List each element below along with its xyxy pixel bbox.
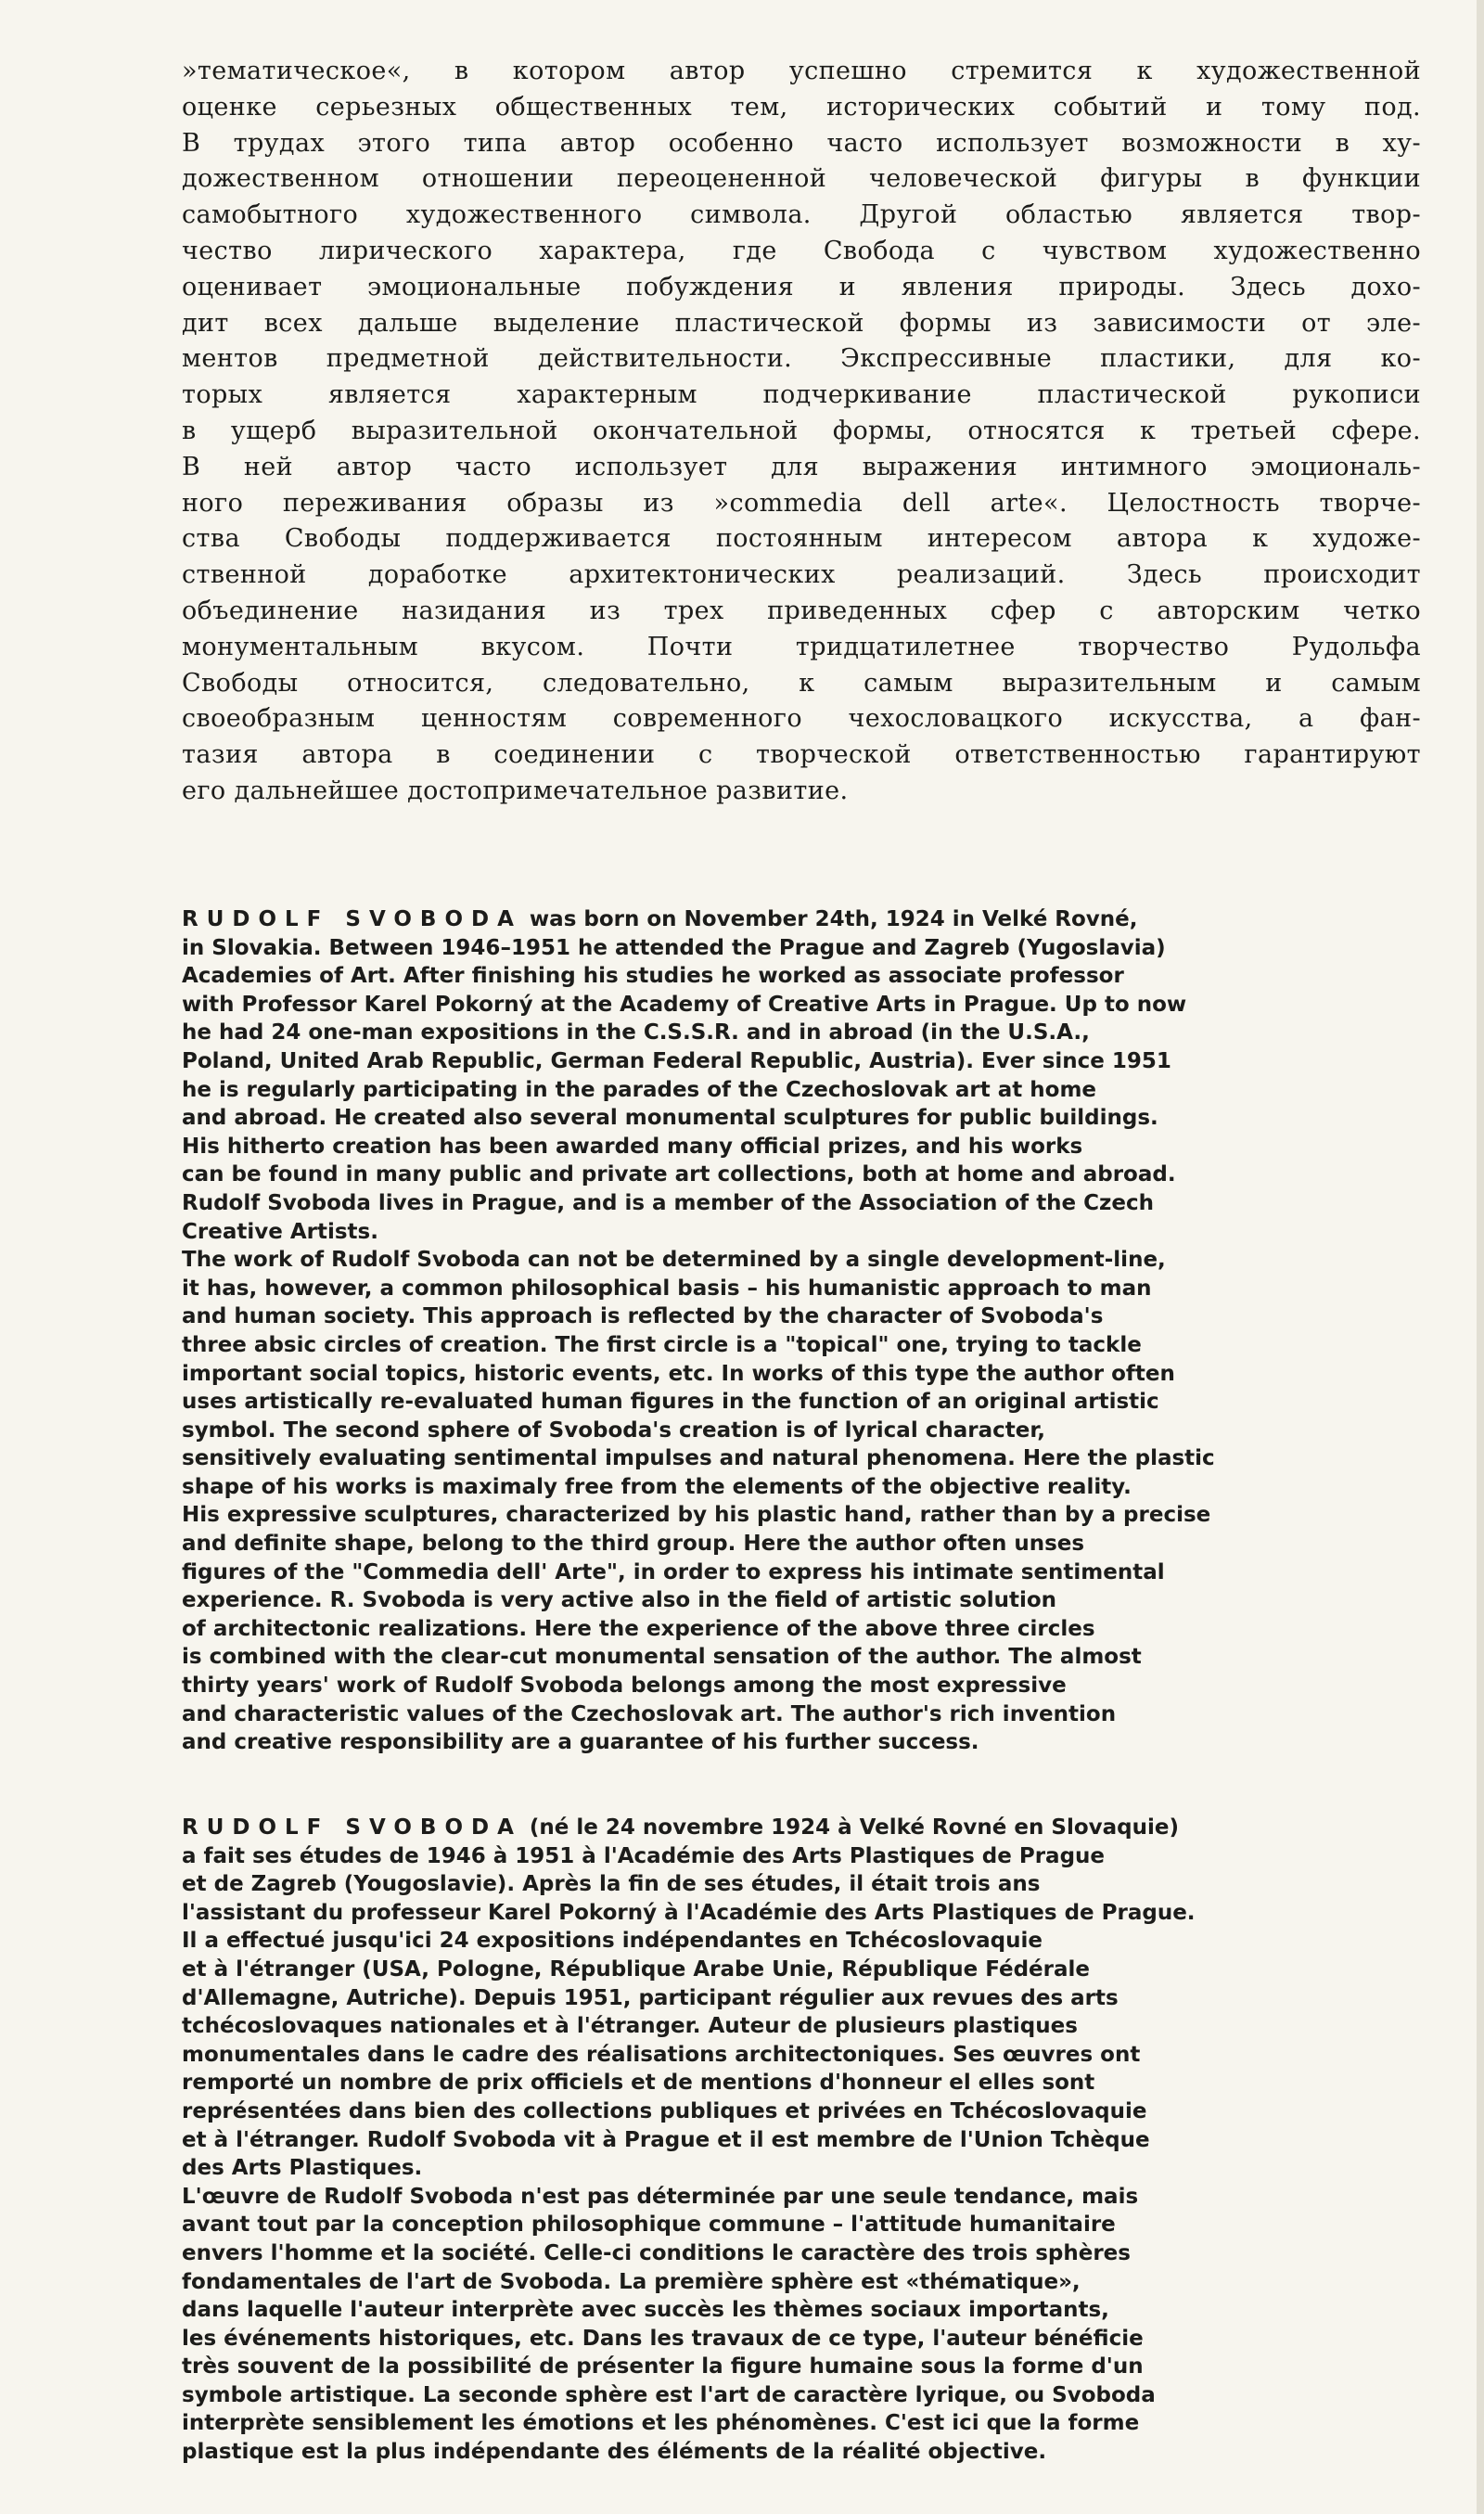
russian-text-block [182, 54, 1421, 810]
text-line: монументальным вкусом. Почти тридцатилетнее творчество Рудольфа [182, 632, 1421, 661]
text-line: he had 24 one-man expositions in the C.S.S.R. and in abroad (in the U.S.A., [182, 1020, 1090, 1045]
text-line: thirty years' work of Rudolf Svoboda belongs among the most expressive [182, 1674, 1067, 1699]
french-text-block [182, 1814, 1406, 2467]
text-line: ственной доработке архитектонических реализаций. Здесь происходит [182, 560, 1421, 590]
text-line: дожественном отношении переоцененной человеческой фигуры в функции [182, 164, 1421, 194]
text-line: Il a effectué jusqu'ici 24 expositions indépendantes en Tchécoslovaquie [182, 1929, 1043, 1954]
text-line: les événements historiques, etc. Dans les travaux de ce type, l'auteur bénéficie [182, 2326, 1144, 2351]
text-line: et à l'étranger. Rudolf Svoboda vit à Prague et il est membre de l'Union Tchèque [182, 2127, 1150, 2152]
text-line: его дальнейшее достопримечательное развитие. [182, 776, 849, 805]
text-line: figures of the "Commedia dell' Arte", in order to express his intimate sentimental [182, 1559, 1165, 1584]
text-line: Academies of Art. After finishing his studies he worked as associate professor [182, 964, 1124, 989]
text-line: Rudolf Svoboda lives in Prague, and is a member of the Association of the Czech [182, 1190, 1155, 1215]
text-line: symbole artistique. La seconde sphère est l'art de caractère lyrique, ou Svoboda [182, 2382, 1156, 2407]
text-line: of architectonic realizations. Here the experience of the above three circles [182, 1616, 1095, 1641]
text-line: »тематическое«, в котором автор успешно стремится к художественной [182, 57, 1421, 85]
text-line: tchécoslovaques nationales et à l'étranger. Auteur de plusieurs plastiques [182, 2014, 1078, 2039]
text-line: remporté un nombre de prix officiels et de mentions d'honneur el elles sont [182, 2071, 1095, 2096]
text-line: His hitherto creation has been awarded many official prizes, and his works [182, 1134, 1083, 1159]
text-line: symbol. The second sphere of Svoboda's creation is of lyrical character, [182, 1417, 1046, 1443]
text-line: plastique est la plus indépendante des éléments de la réalité objective. [182, 2440, 1047, 2465]
text-line: Poland, United Arab Republic, German Federal Republic, Austria). Ever since 1951 [182, 1048, 1171, 1073]
text-line: sensitively evaluating sentimental impulses and natural phenomena. Here the plastic [182, 1446, 1215, 1471]
text-line: Свободы относится, следовательно, к самым выразительным и самым [182, 668, 1421, 698]
text-line: d'Allemagne, Autriche). Depuis 1951, participant régulier aux revues des arts [182, 1985, 1119, 2010]
text-line: shape of his works is maximaly free from the elements of the objective reality. [182, 1474, 1132, 1499]
text-line: The work of Rudolf Svoboda can not be determined by a single development-line, [182, 1248, 1166, 1273]
first-line-rest: (né le 24 novembre 1924 à Velké Rovné en Slovaquie) [529, 1815, 1179, 1840]
text-line: he is regularly participating in the parades of the Czechoslovak art at home [182, 1077, 1097, 1102]
text-line: experience. R. Svoboda is very active also in the field of artistic solution [182, 1588, 1057, 1613]
text-line: and definite shape, belong to the third group. Here the author often unses [182, 1532, 1085, 1557]
text-line: В ней автор часто использует для выражения интимного эмоциональ- [182, 452, 1421, 481]
artist-name: RUDOLF SVOBODA [182, 1815, 522, 1840]
text-line: et de Zagreb (Yougoslavie). Après la fin de ses études, il était trois ans [182, 1872, 1041, 1897]
text-line: et à l'étranger (USA, Pologne, République Arabe Unie, République Fédérale [182, 1956, 1090, 1982]
text-line: Creative Artists. [182, 1219, 378, 1244]
first-line-rest: was born on November 24th, 1924 in Velké Rovné, [529, 907, 1138, 931]
text-line: ства Свободы поддерживается постоянным интересом автора к художе- [182, 524, 1421, 554]
text-line: and abroad. He created also several monumental sculptures for public buildings. [182, 1106, 1158, 1131]
text-line-first [182, 905, 1406, 934]
text-line: représentées dans bien des collections publiques et privées en Tchécoslovaquie [182, 2098, 1147, 2123]
text-line: important social topics, historic events, etc. In works of this type the author often [182, 1361, 1175, 1386]
text-line: and human society. This approach is reflected by the character of Svoboda's [182, 1304, 1104, 1329]
text-line: a fait ses études de 1946 à 1951 à l'Académie des Arts Plastiques de Prague [182, 1843, 1106, 1868]
text-line: торых является характерным подчеркивание пластической рукописи [182, 380, 1421, 410]
text-line: and characteristic values of the Czechoslovak art. The author's rich invention [182, 1701, 1117, 1726]
text-line: avant tout par la conception philosophique commune – l'attitude humanitaire [182, 2213, 1116, 2238]
text-line: with Professor Karel Pokorný at the Academy of Creative Arts in Prague. Up to now [182, 992, 1187, 1017]
text-line: своеобразным ценностям современного чехословацкого искусства, а фан- [182, 704, 1421, 734]
text-line: and creative responsibility are a guarantee of his further success. [182, 1730, 979, 1755]
text-line: très souvent de la possibilité de présenter la figure humaine sous la forme d'un [182, 2354, 1144, 2379]
text-line: three absic circles of creation. The first circle is a "topical" one, trying to tackle [182, 1332, 1142, 1357]
text-line-first [182, 1814, 1406, 1842]
text-line: оценивает эмоциональные побуждения и явления природы. Здесь дохо- [182, 272, 1421, 301]
text-line: дит всех дальше выделение пластической формы из зависимости от эле- [182, 308, 1421, 338]
text-line: monumentales dans le cadre des réalisations architectoniques. Ses œuvres ont [182, 2042, 1141, 2067]
text-line: чество лирического характера, где Свобода с чувством художественно [182, 236, 1421, 265]
text-line: l'assistant du professeur Karel Pokorný à l'Académie des Arts Plastiques de Prague. [182, 1900, 1196, 1925]
text-line: ментов предметной действительности. Экспрессивные пластики, для ко- [182, 344, 1421, 374]
text-line: it has, however, a common philosophical basis – his humanistic approach to man [182, 1276, 1152, 1301]
text-line: В трудах этого типа автор особенно часто использует возможности в ху- [182, 128, 1421, 158]
text-line: dans laquelle l'auteur interprète avec succès les thèmes sociaux importants, [182, 2298, 1109, 2323]
english-text-block [182, 905, 1406, 1757]
text-line: в ущерб выразительной окончательной формы, относятся к третьей сфере. [182, 416, 1421, 445]
text-line: ного переживания образы из »commedia dell arte«. Целостность творче- [182, 488, 1421, 518]
text-line: тазия автора в соединении с творческой ответственностью гарантируют [182, 740, 1421, 770]
artist-name: RUDOLF SVOBODA [182, 907, 522, 931]
text-line: envers l'homme et la société. Celle-ci conditions le caractère des trois sphères [182, 2240, 1131, 2265]
text-line: is combined with the clear-cut monumental sensation of the author. The almost [182, 1645, 1142, 1670]
text-line: can be found in many public and private art collections, both at home and abroad. [182, 1162, 1176, 1187]
text-line: His expressive sculptures, characterized by his plastic hand, rather than by a precise [182, 1503, 1211, 1528]
text-line: uses artistically re-evaluated human figures in the function of an original artistic [182, 1390, 1159, 1415]
text-line: объединение назидания из трех приведенных сфер с авторским четко [182, 596, 1421, 625]
text-line: des Arts Plastiques. [182, 2156, 423, 2181]
text-line: fondamentales de l'art de Svoboda. La première sphère est «thématique», [182, 2269, 1081, 2294]
text-line: L'œuvre de Rudolf Svoboda n'est pas déterminée par une seule tendance, mais [182, 2184, 1139, 2209]
text-line: interprète sensiblement les émotions et les phénomènes. C'est ici que la forme [182, 2411, 1140, 2436]
text-line: оценке серьезных общественных тем, исторических событий и тому под. [182, 92, 1421, 122]
text-line: самобытного художественного символа. Другой областью является твор- [182, 200, 1421, 230]
text-line: in Slovakia. Between 1946–1951 he attended the Prague and Zagreb (Yugoslavia) [182, 935, 1166, 960]
